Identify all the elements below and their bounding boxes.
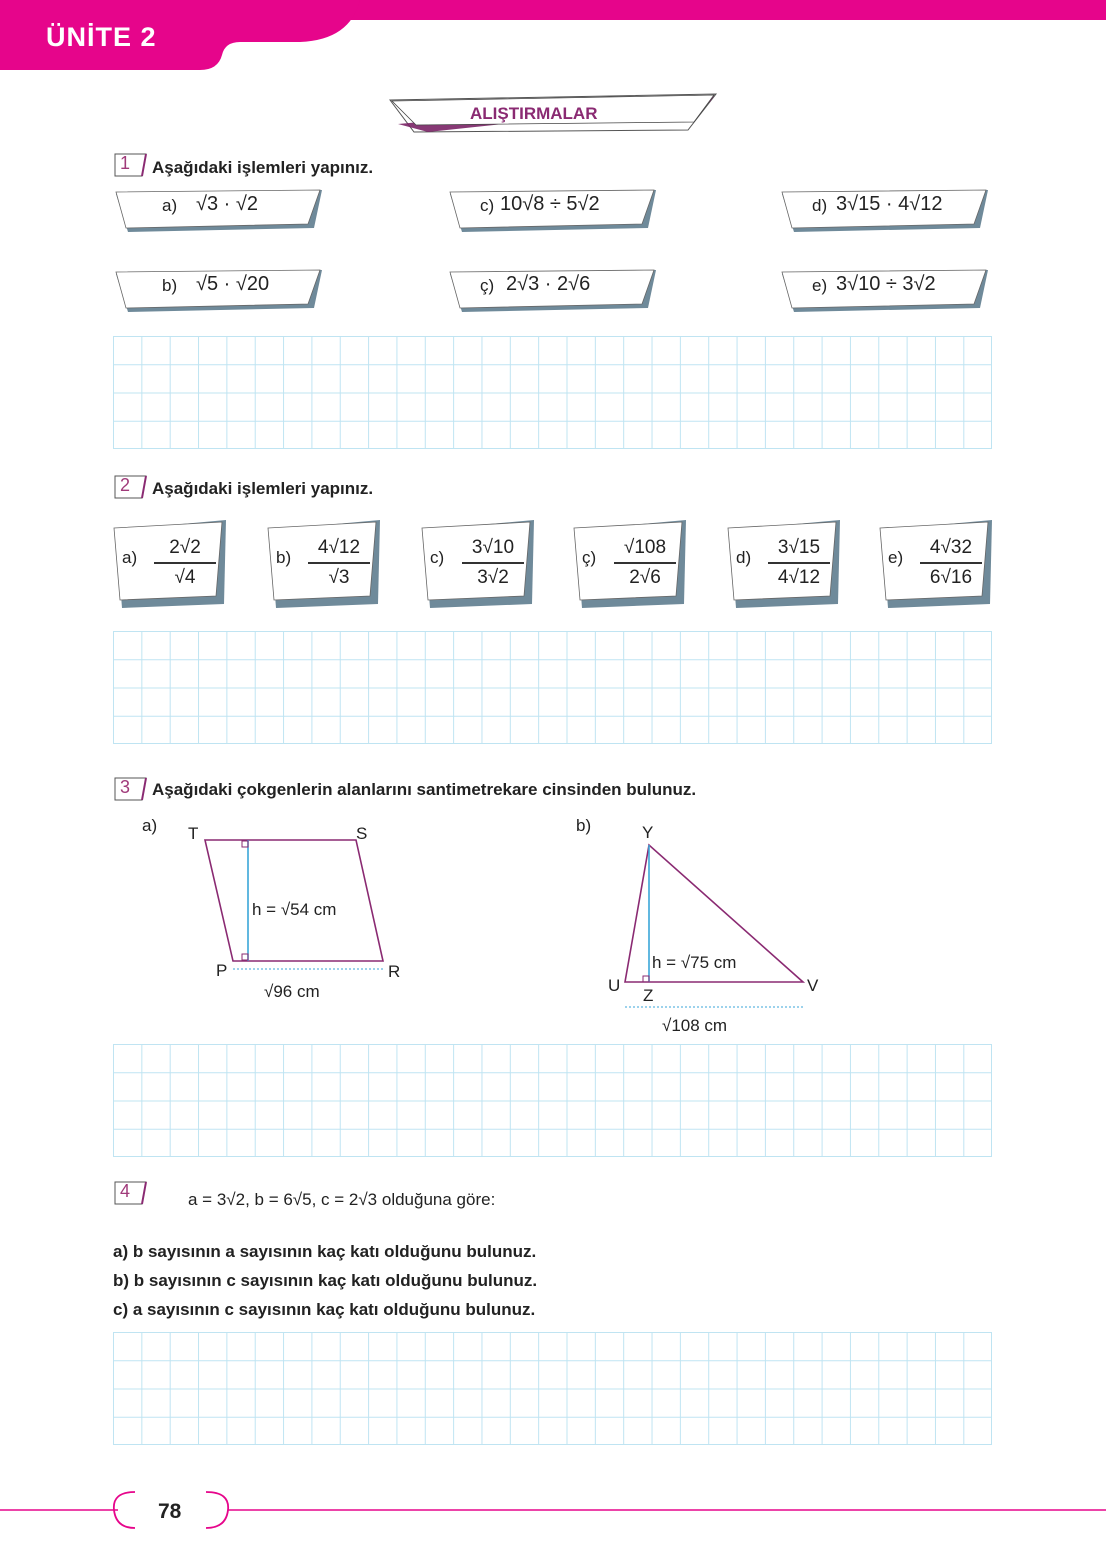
figure-a-label: a) (142, 816, 158, 835)
fraction-card: d) 3√15 4√12 (726, 518, 844, 610)
fraction-card: a) 2√2 √4 (112, 518, 230, 610)
base-label: √108 cm (662, 1016, 728, 1035)
question-number-badge: 2 (114, 474, 140, 496)
question-number-badge: 3 (114, 776, 140, 798)
answer-grid[interactable] (113, 1044, 992, 1157)
section-title: ALIŞTIRMALAR (470, 104, 598, 123)
figure-b-label: b) (576, 816, 592, 835)
question-instruction: Aşağıdaki işlemleri yapınız. (152, 158, 374, 177)
expression-card: a) √3 · √2 (114, 188, 329, 236)
answer-grid[interactable] (113, 1332, 992, 1445)
fraction-card: b) 4√12 √3 (266, 518, 384, 610)
unit-title: ÜNİTE 2 (46, 22, 157, 52)
question-number-badge: 1 (114, 152, 140, 174)
answer-grid[interactable] (113, 631, 992, 744)
vertex-label: Z (643, 986, 654, 1005)
page-number: 78 (158, 1500, 182, 1523)
vertex-label: S (356, 824, 368, 843)
question-number-badge: 4 (114, 1180, 140, 1202)
vertex-label: R (388, 962, 401, 981)
question-instruction: Aşağıdaki işlemleri yapınız. (152, 479, 374, 498)
sub-question: c) a sayısının c sayısının kaç katı olduğunu bulunuz. (113, 1300, 536, 1319)
base-label: √96 cm (264, 982, 320, 1001)
height-label: h = √75 cm (652, 953, 737, 972)
fraction-card: c) 3√10 3√2 (420, 518, 538, 610)
answer-grid[interactable] (113, 336, 992, 449)
expression-card: ç) 2√3 · 2√6 (448, 268, 663, 316)
vertex-label: P (216, 961, 228, 980)
height-label: h = √54 cm (252, 900, 337, 919)
unit-header-banner (0, 0, 1106, 72)
expression-card: e) 3√10 ÷ 3√2 (780, 268, 995, 316)
fraction-card: ç) √108 2√6 (572, 518, 690, 610)
vertex-label: T (188, 824, 199, 843)
fraction-card: e) 4√32 6√16 (878, 518, 996, 610)
sub-question: a) b sayısının a sayısının kaç katı olduğunu bulunuz. (113, 1242, 537, 1261)
vertex-label: Y (642, 823, 654, 842)
expression-card: d) 3√15 · 4√12 (780, 188, 995, 236)
vertex-label: V (807, 976, 819, 995)
vertex-label: U (608, 976, 621, 995)
sub-question: b) b sayısının c sayısının kaç katı olduğunu bulunuz. (113, 1271, 538, 1290)
expression-card: b) √5 · √20 (114, 268, 329, 316)
question-instruction: Aşağıdaki çokgenlerin alanlarını santimetrekare cinsinden bulunuz. (152, 780, 697, 799)
given-values: a = 3√2, b = 6√5, c = 2√3 olduğuna göre: (188, 1190, 496, 1209)
expression-card: c) 10√8 ÷ 5√2 (448, 188, 663, 236)
